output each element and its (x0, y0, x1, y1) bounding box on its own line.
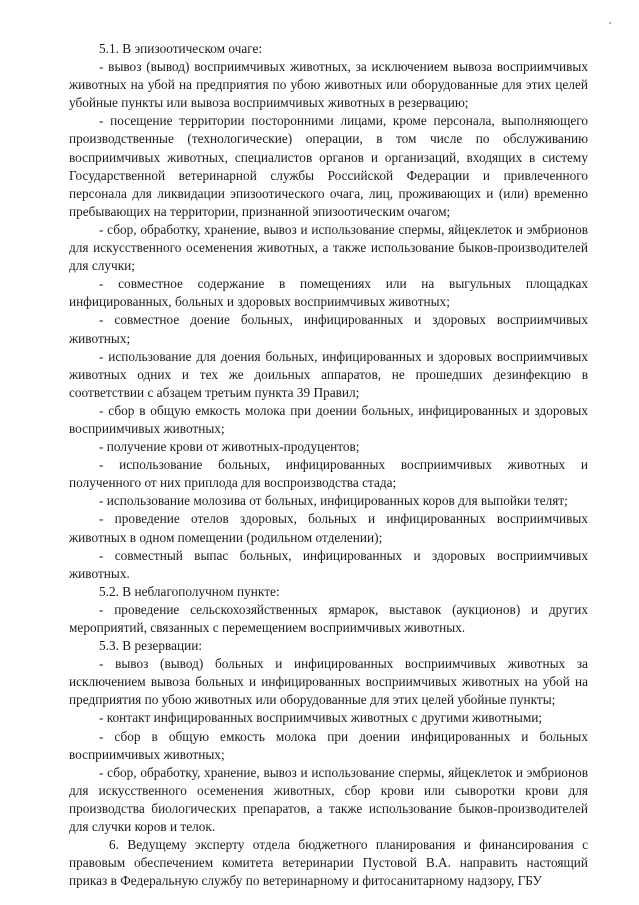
list-item: - вывоз (вывод) восприимчивых животных, за исключением вывоза восприимчивых животных на убой на предприятия по убою животных или оборудованные для этих целей убойные пункты или вывоза восприимчивых животных в резервацию; (69, 59, 588, 111)
list-item: - использование для доения больных, инфицированных и здоровых восприимчивых животных одних и тех же доильных аппаратов, не прошедших дезинфекцию в соответствии с абзацем третьим пункта 39 Правил; (69, 348, 588, 400)
list-item: - получение крови от животных-продуцентов; (99, 439, 360, 455)
document-body (69, 40, 588, 890)
list-item: - сбор в общую емкость молока при доении больных, инфицированных и здоровых восприимчивых животных; (69, 402, 588, 436)
section-heading-5-2: 5.2. В неблагополучном пункте: (99, 583, 280, 599)
list-item: - проведение сельскохозяйственных ярмарок, выставок (аукционов) и других мероприятий, связанных с перемещением восприимчивых животных. (69, 601, 588, 635)
list-item: - проведение отелов здоровых, больных и инфицированных восприимчивых животных в одном помещении (родильном отделении); (69, 511, 588, 545)
list-item: - посещение территории посторонними лицами, кроме персонала, выполняющего производственные (технологические) операции, в том числе по обслуживанию восприимчивых животных, специалистов органов и организаций, входящих в систему Государственной ветеринарной службы Российской Федерации и привлеченного персонала для ликвидации эпизоотического очага, лиц, проживающих и (или) временно пребывающих на территории, признанной эпизоотическим очагом; (69, 113, 588, 219)
list-item: - использование молозива от больных, инфицированных коров для выпойки телят; (99, 493, 568, 509)
list-item: - вывоз (вывод) больных и инфицированных восприимчивых животных за исключением вывоза больных и инфицированных восприимчивых животных на убой на предприятия по убою животных или оборудованные для этих целей убойные пункты; (69, 656, 588, 708)
list-item: - сбор в общую емкость молока при доении инфицированных и больных восприимчивых животных; (69, 728, 588, 762)
list-item: - сбор, обработку, хранение, вывоз и использование спермы, яйцеклеток и эмбрионов для искусственного осеменения животных, сбор крови или сыворотки крови для производства биологических препаратов, а также использование быков-производителей для случки коров и телок. (69, 764, 588, 835)
list-item: - совместное доение больных, инфицированных и здоровых восприимчивых животных; (69, 312, 588, 346)
list-item: - совместный выпас больных, инфицированных и здоровых восприимчивых животных. (69, 547, 588, 581)
scan-speck (609, 22, 611, 24)
list-item: - контакт инфицированных восприимчивых животных с другими животными; (99, 710, 543, 726)
list-item: - сбор, обработку, хранение, вывоз и использование спермы, яйцеклеток и эмбрионов для искусственного осеменения животных, а также использование быков-производителей для случки; (69, 221, 588, 274)
section-heading-5-3: 5.3. В резервации: (99, 638, 203, 654)
section-heading-5-1: 5.1. В эпизоотическом очаге: (99, 41, 263, 56)
paragraph-item-6: 6. Ведущему эксперту отдела бюджетного планирования и финансирования с правовым обеспечением комитета ветеринарии Пустовой В.А. направить настоящий приказ в Федеральную службу по ветеринарному и фитосанитарному надзору, ГБУ (69, 837, 588, 889)
list-item: - использование больных, инфицированных восприимчивых животных и полученного от них приплода для воспроизводства стада; (69, 457, 588, 491)
list-item: - совместное содержание в помещениях или на выгульных площадках инфицированных, больных и здоровых восприимчивых животных; (69, 276, 588, 310)
